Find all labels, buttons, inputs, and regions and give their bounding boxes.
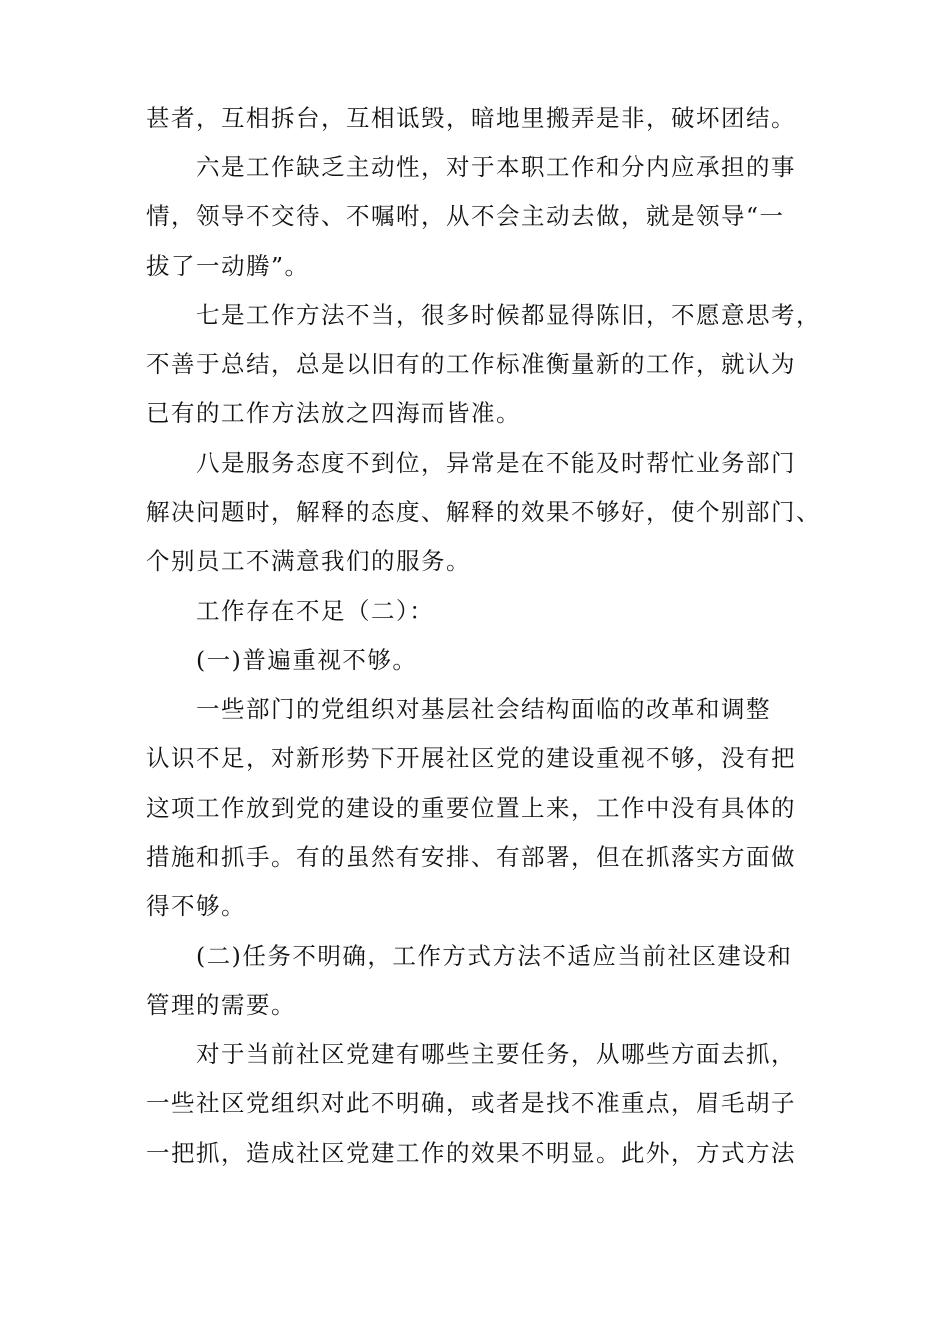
text-line: 对于当前社区党建有哪些主要任务，从哪些方面去抓， [196, 1040, 796, 1068]
text-line: 六是工作缺乏主动性，对于本职工作和分内应承担的事 [196, 153, 796, 181]
subsection-heading: (一)普遍重视不够。 [196, 646, 418, 674]
text-line: 解决问题时，解释的态度、解释的效果不够好，使个别部门、 [146, 498, 821, 526]
text-line: 个别员工不满意我们的服务。 [146, 547, 471, 575]
text-line: 八是服务态度不到位，异常是在不能及时帮忙业务部门 [196, 449, 796, 477]
text-line: 得不够。 [146, 892, 246, 920]
text-line: 措施和抓手。有的虽然有安排、有部署，但在抓落实方面做 [146, 843, 796, 871]
text-line: 情，领导不交待、不嘱咐，从不会主动去做，就是领导“一 [146, 202, 785, 230]
section-heading: 工作存在不足（二）： [196, 597, 435, 625]
text-line: 管理的需要。 [146, 991, 296, 1019]
text-line: 甚者，互相拆台，互相诋毁，暗地里搬弄是非，破坏团结。 [146, 104, 796, 132]
text-line: 已有的工作方法放之四海而皆准。 [146, 399, 521, 427]
text-line: 七是工作方法不当，很多时候都显得陈旧，不愿意思考， [196, 301, 821, 329]
text-line: 认识不足，对新形势下开展社区党的建设重视不够，没有把 [146, 744, 796, 772]
text-line: 一些部门的党组织对基层社会结构面临的改革和调整 [196, 695, 771, 723]
text-line: 一把抓，造成社区党建工作的效果不明显。此外，方式方法 [146, 1139, 796, 1167]
subsection-heading: (二)任务不明确，工作方式方法不适应当前社区建设和 [196, 942, 793, 970]
text-line: 一些社区党组织对此不明确，或者是找不准重点，眉毛胡子 [146, 1089, 796, 1117]
text-line: 这项工作放到党的建设的重要位置上来，工作中没有具体的 [146, 794, 796, 822]
text-line: 拔了一动腾”。 [146, 252, 310, 280]
text-line: 不善于总结，总是以旧有的工作标准衡量新的工作，就认为 [146, 350, 796, 378]
